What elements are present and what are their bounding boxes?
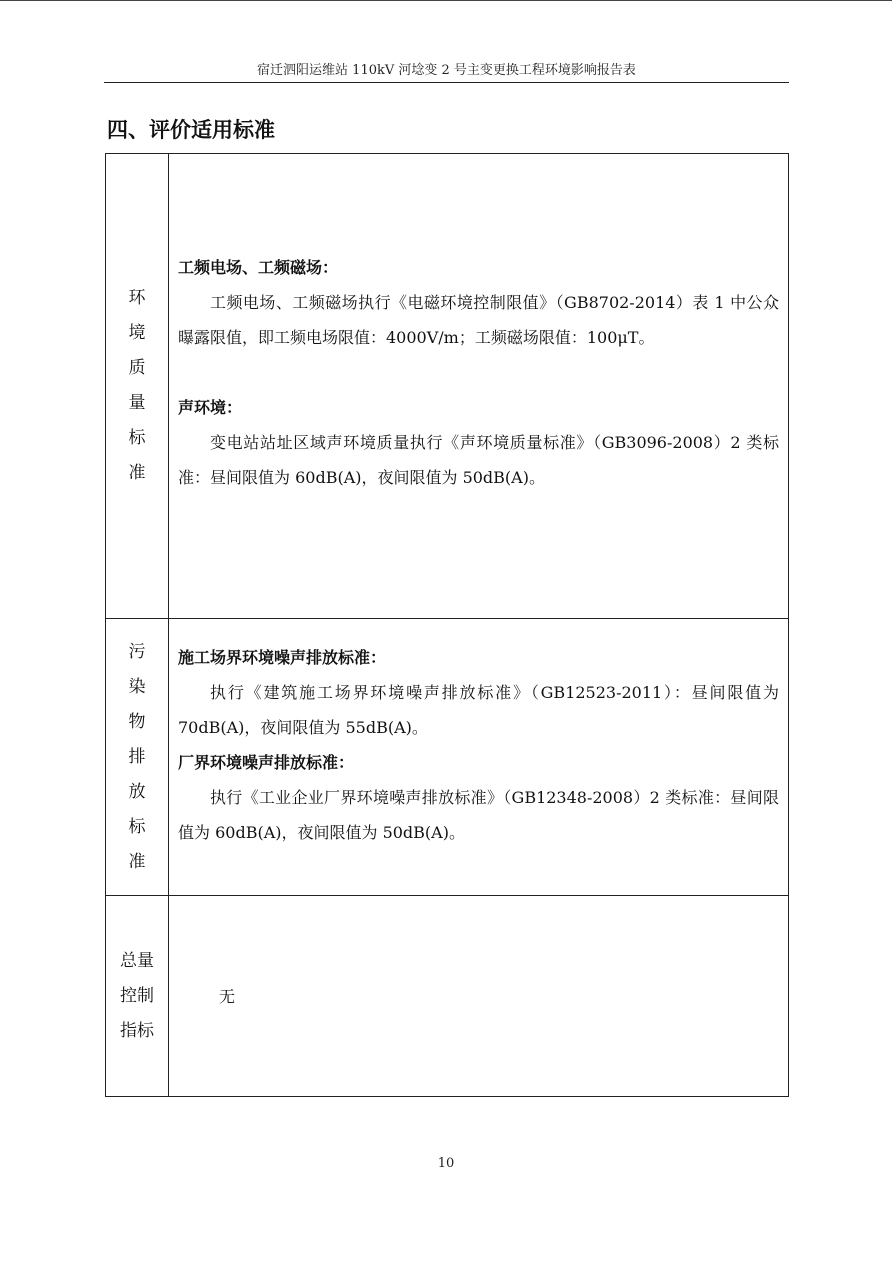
total-control-label-cell	[106, 896, 169, 1097]
env-quality-label-cell	[106, 154, 169, 619]
total-control-content-cell	[169, 896, 789, 1097]
env-quality-mid-spacer	[178, 355, 779, 390]
env-quality-content-cell	[169, 154, 789, 619]
pollutant-emission-label-cell	[106, 619, 169, 896]
construction-noise-heading: 施工场界环境噪声排放标准：	[178, 648, 387, 667]
page-top-border	[0, 0, 892, 1]
total-control-row	[106, 896, 789, 1097]
power-frequency-text: 工频电场、工频磁场执行《电磁环境控制限值》（GB8702-2014）表 1 中公众曝露限值，即工频电场限值：4000V/m；工频磁场限值：100μT。	[178, 293, 779, 347]
env-quality-row	[106, 154, 789, 619]
total-control-text: 无	[219, 986, 236, 1006]
acoustic-env-heading: 声环境：	[178, 398, 243, 417]
env-quality-label: 环境质量标准	[128, 288, 146, 483]
construction-noise-text: 执行《建筑施工场界环境噪声排放标准》（GB12523-2011）：昼间限值为 70dB(A)，夜间限值为 55dB(A)。	[178, 683, 779, 737]
pollutant-emission-row	[106, 619, 789, 896]
section-title: 四、评价适用标准	[107, 118, 275, 142]
boundary-noise-heading: 厂界环境噪声排放标准：	[178, 753, 355, 772]
total-control-label: 总量控制指标	[120, 950, 154, 1041]
power-frequency-heading: 工频电场、工频磁场：	[178, 258, 339, 277]
pollutant-emission-label: 污染物排放标准	[128, 641, 146, 872]
acoustic-env-text: 变电站站址区域声环境质量执行《声环境质量标准》（GB3096-2008）2 类标准：昼间限值为 60dB(A)，夜间限值为 50dB(A)。	[178, 433, 779, 487]
page-number: 10	[437, 1156, 455, 1171]
boundary-noise-text: 执行《工业企业厂界环境噪声排放标准》（GB12348-2008）2 类标准：昼间限值为 60dB(A)，夜间限值为 50dB(A)。	[178, 788, 779, 842]
running-header: 宿迁泗阳运维站 110kV 河埝变 2 号主变更换工程环境影响报告表	[257, 63, 636, 78]
header-rule	[104, 82, 789, 83]
standards-table	[105, 153, 789, 1097]
pollutant-emission-content-cell	[169, 619, 789, 896]
env-quality-top-spacer	[178, 154, 779, 250]
